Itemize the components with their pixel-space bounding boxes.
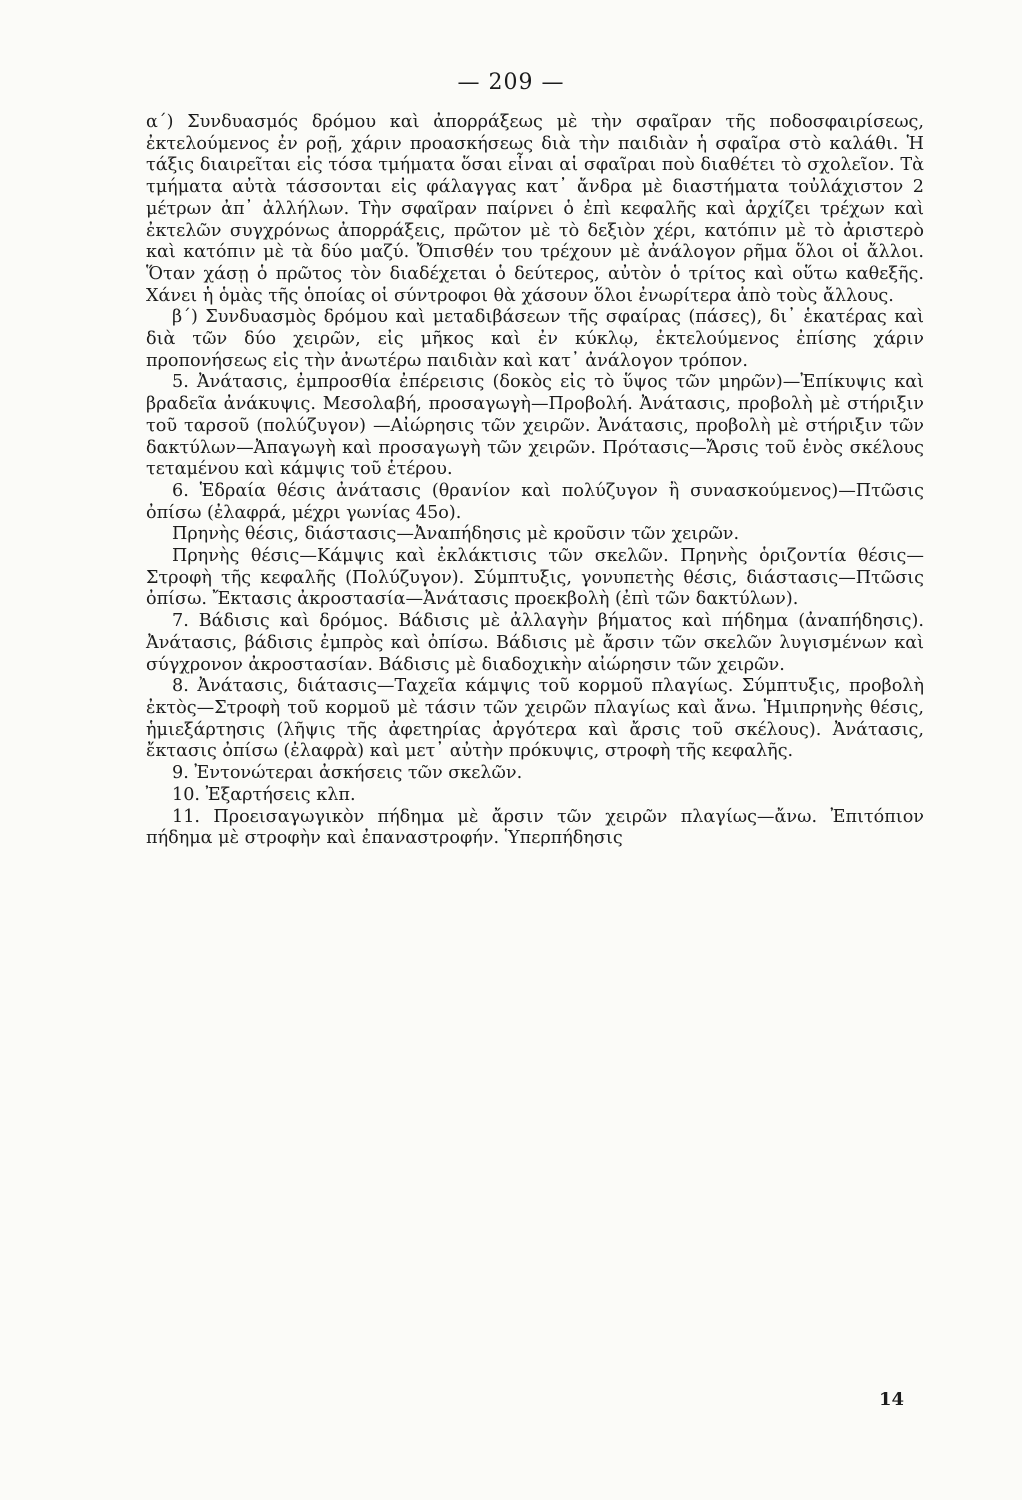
- paragraph-item-10: 10. Ἐξαρτήσεις κλπ.: [172, 784, 356, 805]
- paragraph-item-9: 9. Ἐντονώτεραι ἀσκήσεις τῶν σκελῶν.: [172, 763, 523, 784]
- paragraph-item-7: 7. Βάδισις καὶ δρόμος. Βάδισις μὲ ἀλλαγὴν βήματος καὶ πήδημα (ἀναπήδησις). Ἀνάτασις, βάδισις ἐμπρὸς καὶ ὀπίσω. Βάδισις μὲ ἄρσιν τῶν σκελῶν λυγισμένων καὶ σύγχρονον ἀκροστασίαν. Βάδισις μὲ διαδοχικὴν αἰώρησιν τῶν χειρῶν.: [146, 611, 924, 675]
- sheet-number: 14: [878, 1389, 904, 1410]
- page-number: — 209 —: [457, 70, 565, 95]
- paragraph-alpha: α΄) Συνδυασμός δρόμου καὶ ἀπορράξεως μὲ τὴν σφαῖραν τῆς ποδοσφαιρίσεως, ἐκτελούμενος ἐν ροῇ, χάριν προασκήσεως διὰ τὴν παιδιὰν ἡ σφαῖρα στὸ καλάθι. Ἡ τάξις διαιρεῖται εἰς τόσα τμήματα ὅσαι εἶναι αἱ σφαῖραι ποὺ διαθέτει τὸ σχολεῖον. Τὰ τμήματα αὐτὰ τάσσονται εἰς φάλαγγας κατ᾽ ἄνδρα μὲ διαστήματα τοὐλάχιστον 2 μέτρων ἀπ᾽ ἀλλήλων. Τὴν σφαῖραν παίρνει ὁ ἐπὶ κεφαλῆς καὶ ἀρχίζει τρέχων καὶ ἐκτελῶν συγχρόνως ἀπορράξεις, πρῶτον μὲ τὸ δεξιὸν χέρι, κατόπιν μὲ τὸ ἀριστερὸ καὶ κατόπιν μὲ τὰ δύο μαζύ. Ὄπισθέν του τρέχουν μὲ ἀνάλογον ρῆμα ὅλοι οἱ ἄλλοι. Ὅταν χάσῃ ὁ πρῶτος τὸν διαδέχεται ὁ δεύτερος, αὐτὸν ὁ τρίτος καὶ οὕτω καθεξῆς. Χάνει ἡ ὁμὰς τῆς ὁποίας οἱ σύντροφοι θὰ χάσουν ὅλοι ἐνωρίτερα ἀπὸ τοὺς ἄλλους.: [146, 112, 924, 306]
- paragraph-item-5: 5. Ἀνάτασις, ἐμπροσθία ἐπέρεισις (δοκὸς εἰς τὸ ὕψος τῶν μηρῶν)—Ἐπίκυψις καὶ βραδεῖα ἀνάκυψις. Μεσολαβή, προσαγωγὴ—Προβολή. Ἀνάτασις, προβολὴ μὲ στήριξιν τοῦ ταρσοῦ (πολύζυγον) —Αἰώρησις τῶν χειρῶν. Ἀνάτασις, προβολὴ μὲ στήριξιν τῶν δακτύλων—Ἀπαγωγὴ καὶ προσαγωγὴ τῶν χειρῶν. Πρότασις—Ἄρσις τοῦ ἑνὸς σκέλους τεταμένου καὶ κάμψις τοῦ ἑτέρου.: [146, 372, 924, 480]
- paragraph-prone-position-2: Πρηνὴς θέσις—Κάμψις καὶ ἐκλάκτισις τῶν σκελῶν. Πρηνὴς ὁριζοντία θέσις—Στροφὴ τῆς κεφαλῆς (Πολύζυγον). Σύμπτυξις, γονυπετὴς θέσις, διάστασις—Πτῶσις ὀπίσω. Ἔκτασις ἀκροστασία—Ἀνάτασις προεκβολὴ (ἐπὶ τῶν δακτύλων).: [146, 546, 924, 610]
- paragraph-item-8: 8. Ἀνάτασις, διάτασις—Ταχεῖα κάμψις τοῦ κορμοῦ πλαγίως. Σύμπτυξις, προβολὴ ἐκτὸς—Στροφὴ τοῦ κορμοῦ μὲ τάσιν τῶν χειρῶν πλαγίως καὶ ἄνω. Ἡμιπρηνὴς θέσις, ἡμιεξάρτησις (λῆψις τῆς ἀφετηρίας ἀργότερα καὶ ἄρσις τοῦ σκέλους). Ἀνάτασις, ἔκτασις ὀπίσω (ἐλαφρὰ) καὶ μετ᾽ αὐτὴν πρόκυψις, στροφὴ τῆς κεφαλῆς.: [146, 676, 924, 762]
- paragraph-prone-position-1: Πρηνὴς θέσις, διάστασις—Ἀναπήδησις μὲ κροῦσιν τῶν χειρῶν.: [172, 524, 740, 545]
- paragraph-beta: β΄) Συνδυασμὸς δρόμου καὶ μεταδιβάσεων τῆς σφαίρας (πάσες), δι᾽ ἑκατέρας καὶ διὰ τῶν δύο χειρῶν, εἰς μῆκος καὶ ἐν κύκλῳ, ἐκτελούμενος ἐπίσης χάριν προπονήσεως εἰς τὴν ἀνωτέρω παιδιὰν καὶ κατ᾽ ἀνάλογον τρόπον.: [146, 307, 924, 371]
- paragraph-item-6: 6. Ἑδραία θέσις ἀνάτασις (θρανίον καὶ πολύζυγον ἢ συνασκούμενος)—Πτῶσις ὀπίσω (ἐλαφρά, μέχρι γωνίας 45ο).: [146, 480, 924, 523]
- body-text: [146, 112, 924, 850]
- paragraph-item-11: 11. Προεισαγωγικὸν πήδημα μὲ ἄρσιν τῶν χειρῶν πλαγίως—ἄνω. Ἐπιτόπιον πήδημα μὲ στροφὴν καὶ ἐπαναστροφήν. Ὑπερπήδησις: [146, 806, 924, 849]
